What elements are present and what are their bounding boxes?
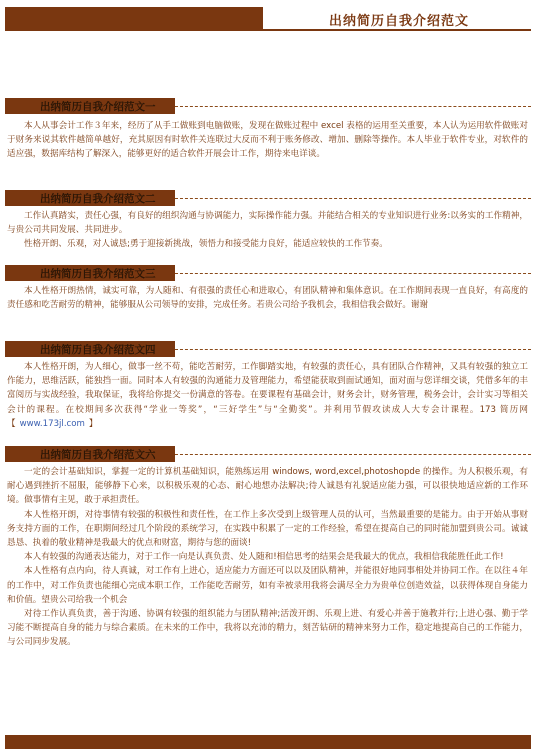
paragraph-text-end: 】 [88, 418, 98, 429]
section-heading-label: 出纳简历自我介绍范文三 [40, 268, 156, 280]
section-heading-label: 出纳简历自我介绍范文四 [40, 344, 156, 356]
paragraph-text: 本人性格开朗，为人细心，做事一丝不苟，能吃苦耐劳，工作脚踏实地，有较强的责任心，具有团队合作精神，又具有较强的独立工作能力，思维活跃，能独挡一面。同时本人有较强的沟通能力及管理能力，希望能获取到面试通知，面对面与您详细交谈，凭借多年的丰富阅历与实战经验，我取保证，我将给你提交一份满意的答卷。在要课程有基础会计，财务会计，财务管理，税务会计，会计实习等相关会计的课程。在校期间多次获得“学业一等奖”，“三好学生”与“全勤奖”。并利用节假攻读成人大专会计课程。173 简历网【 [7, 362, 528, 429]
section-heading-label: 出纳简历自我介绍范文六 [40, 449, 156, 461]
section-heading-label: 出纳简历自我介绍范文一 [40, 101, 156, 113]
source-link[interactable]: www.173jl.com [19, 418, 85, 429]
section-1-heading [5, 98, 531, 114]
dashed-divider [175, 106, 531, 107]
section-3 [5, 265, 531, 312]
paragraph: 对待工作认真负责，善于沟通、协调有较强的组织能力与团队精神;活泼开朗、乐观上进、有爱心并善于施教并行;上进心强、勤于学习能不断提高自身的能力与综合素质。在未来的工作中，我将以充沛的精力，刻苦钻研的精神来努力工作，稳定地提高自己的工作能力，与公司同步发展。 [7, 609, 528, 648]
section-4 [5, 341, 531, 431]
dashed-divider [175, 454, 531, 455]
header-accent-block [5, 7, 263, 29]
section-2 [5, 190, 531, 252]
section-3-heading [5, 265, 531, 281]
paragraph: 本人性格开朗热情，诚实可靠，为人随和、有很强的责任心和进取心，有团队精神和集体意识。在工作期间表现一直良好，有高度的责任感和吃苦耐劳的精神，能够服从公司领导的安排，完成任务。若贵公司给予我机会，我相信我会做好。谢谢 [7, 286, 528, 311]
paragraph: 一定的会计基础知识，掌握一定的计算机基础知识，能熟练运用 windows, word,excel,photoshopde 的操作。为人积极乐观，有耐心遇到挫折不屈服，能够静下心来，以积极乐观的心态、耐心地想办法解决;待人诚恳有礼貌适应能力强，可以很快地适应新的工作环境。做事情有主见，敢于承担责任。 [7, 467, 528, 506]
paragraph: 本人性格有点内向，待人真诚，对工作有上进心，适应能力方面还可以以及团队精神，并能很好地同事相处并协同工作。在以往４年的工作中，对工作负责也能细心完成本职工作，工作能吃苦耐劳，如有幸被录用我将会满尽全力为贵单位创造效益，以获得体现自身能力和价值。望贵公司给我一个机会 [7, 566, 528, 605]
page-title: 出纳简历自我介绍范文 [328, 14, 469, 29]
paragraph: 工作认真踏实，责任心强，有良好的组织沟通与协调能力，实际操作能力强。并能结合相关的专业知识进行业务:以务实的工作精神，与贵公司共同发展、共同进步。 [7, 211, 528, 236]
header-bar [5, 7, 531, 29]
paragraph: 本人性格开朗，对待事情有较强的积极性和责任性，在工作上多次受到上级管理人员的认可，当然最重要的是能力。由于开始从事财务支持方面的工作，在职期间经过几个阶段的系统学习，在实践中积累了一定的工作经验，希望在提高自己的同时能加盟到贵公司。诚诚恳恳、执着的敬业精神是我最大的优点和财富，期待与您的面谈! [7, 509, 528, 549]
paragraph [5, 360, 531, 431]
dashed-divider [175, 198, 531, 199]
footer-bar [5, 735, 531, 749]
section-2-heading [5, 190, 531, 206]
section-6-heading [5, 446, 531, 462]
paragraph: 本人有较强的沟通表达能力，对于工作一向是认真负责、处人随和!相信思考的结果会是我最大的优点，我相信我能胜任此工作! [24, 552, 504, 563]
dashed-divider [175, 349, 531, 350]
section-4-heading [5, 341, 531, 357]
section-6 [5, 446, 531, 650]
dashed-divider [175, 273, 531, 274]
paragraph: 性格开朗、乐观，对人诚恳;勇于迎接新挑战，领悟力和接受能力良好，能适应较快的工作节奏。 [24, 239, 388, 250]
paragraph: 本人从事会计工作３年来，经历了从手工做账到电脑做账，发现在做账过程中 excel 表格的运用至关重要，本人认为运用软件做账对于财务来说其软件越简单越好，充其原因有时软件关连联过大反而不利于账务修改、增加、删除等操作。本人毕业于软件专业，对软件的适应强，数据库结构了解深入，能够更好的适合软件开展会计工作，期待来电详谈。 [7, 121, 528, 160]
section-1 [5, 98, 531, 162]
section-heading-label: 出纳简历自我介绍范文二 [40, 193, 156, 205]
header-rule [5, 29, 531, 31]
